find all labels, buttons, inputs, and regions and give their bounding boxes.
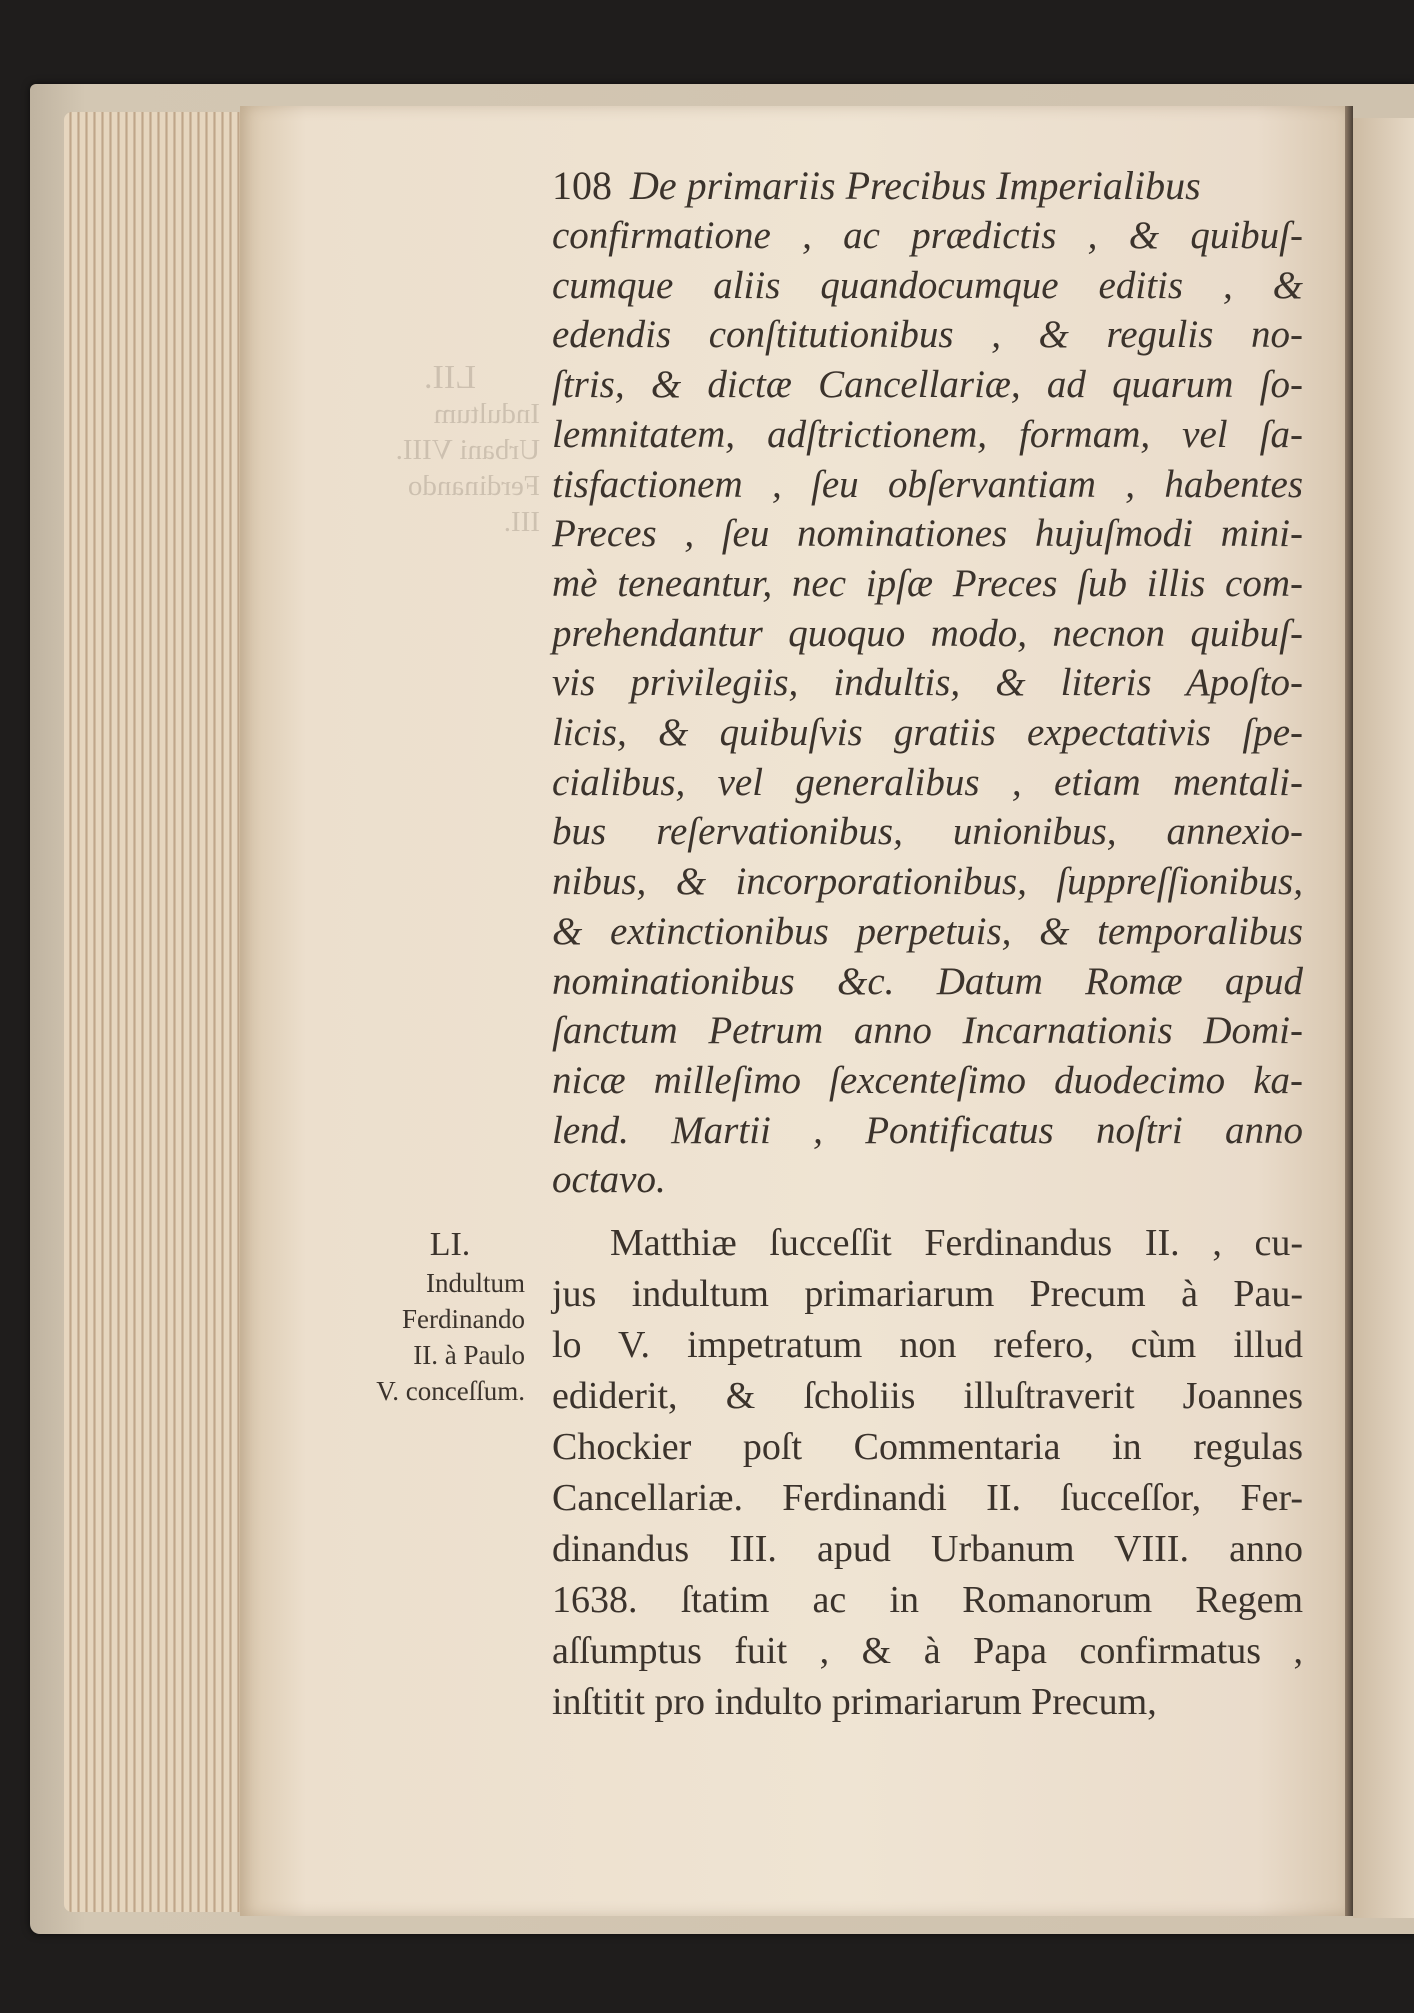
text-line: jus indultum primariarum Precum à Pau- (552, 1273, 1303, 1315)
text-line: lemnitatem, adſtrictionem, formam, vel ſa- (552, 412, 1303, 456)
text-line: cialibus, vel generalibus , etiam mentali- (552, 760, 1303, 804)
text-line: Cancellariæ. Ferdinandi II. ſucceſſor, Fer- (552, 1477, 1303, 1519)
text-line: Preces , ſeu nominationes hujuſmodi mini- (552, 512, 1303, 556)
gutter (1345, 106, 1353, 1916)
text-line: prehendantur quoquo modo, necnon quibuſ- (552, 611, 1303, 655)
text-line: aſſumptus fuit , & à Papa confirmatus , (552, 1630, 1303, 1672)
text-line: & extinctionibus perpetuis, & temporalibus (552, 909, 1303, 953)
italic-text-block (552, 211, 1303, 1205)
text-line: edendis conſtitutionibus , & regulis no- (552, 313, 1303, 357)
text-line: confirmatione , ac prædictis , & quibuſ- (552, 214, 1303, 257)
text-line: Urbani VIII. (395, 434, 540, 466)
text-line: III. (503, 506, 540, 538)
text-line: 1638. ſtatim ac in Romanorum Regem (552, 1579, 1303, 1621)
text-line: tisfactionem , ſeu obſervantiam , habentes (552, 462, 1303, 506)
text-line: cumque aliis quandocumque editis , & (552, 263, 1303, 307)
text-line: licis, & quibuſvis gratiis expectativis ſpe- (552, 711, 1303, 755)
text-line: Ferdinando (407, 470, 540, 502)
facing-page (1353, 118, 1414, 1918)
text-line: octavo. (552, 1158, 666, 1202)
text-line: bus reſervationibus, unionibus, annexio- (552, 810, 1303, 854)
page-header (552, 161, 1303, 211)
text-line: Matthiæ ſucceſſit Ferdinandus II. , cu- (610, 1222, 1303, 1264)
text-line: inſtitit pro indulto primariarum Precum, (552, 1681, 1157, 1723)
running-title: De primariis Precibus Imperialibus (630, 163, 1201, 208)
text-line: Indultum (426, 1268, 525, 1298)
text-line: ediderit, & ſcholiis illuſtraverit Joannes (552, 1375, 1303, 1417)
page-number: 108 (552, 163, 612, 208)
text-line: II. à Paulo (413, 1340, 525, 1370)
text-line: ſanctum Petrum anno Incarnationis Domi- (552, 1009, 1303, 1053)
text-line: nibus, & incorporationibus, ſuppreſſionibus, (552, 860, 1303, 904)
text-line: V. conceſſum. (376, 1376, 525, 1406)
text-line: lend. Martii , Pontificatus noſtri anno (552, 1108, 1303, 1152)
text-line: ſtris, & dictæ Cancellariæ, ad quarum ſo- (552, 363, 1303, 407)
text-line: Chockier poſt Commentaria in regulas (552, 1426, 1303, 1468)
text-line: dinandus III. apud Urbanum VIII. anno (552, 1528, 1303, 1570)
text-line: Indultum (433, 398, 540, 430)
margin-note-number: LI. (429, 1226, 471, 1263)
text-line: nominationibus &c. Datum Romæ apud (552, 959, 1303, 1003)
page-edges (64, 112, 244, 1912)
text-line: nicæ milleſimo ſexcenteſimo duodecimo ka- (552, 1058, 1303, 1102)
bleed-note-number: LII. (424, 359, 476, 396)
bleed-through-margin-note (360, 360, 540, 540)
margin-note (375, 1225, 525, 1409)
text-line: vis privilegiis, indultis, & literis Apoſto- (552, 661, 1303, 705)
text-line: Ferdinando (402, 1304, 525, 1334)
text-line: mè teneantur, nec ipſæ Preces ſub illis com- (552, 561, 1303, 605)
text-line: lo V. impetratum non refero, cùm illud (552, 1324, 1303, 1366)
roman-paragraph (552, 1218, 1303, 1728)
